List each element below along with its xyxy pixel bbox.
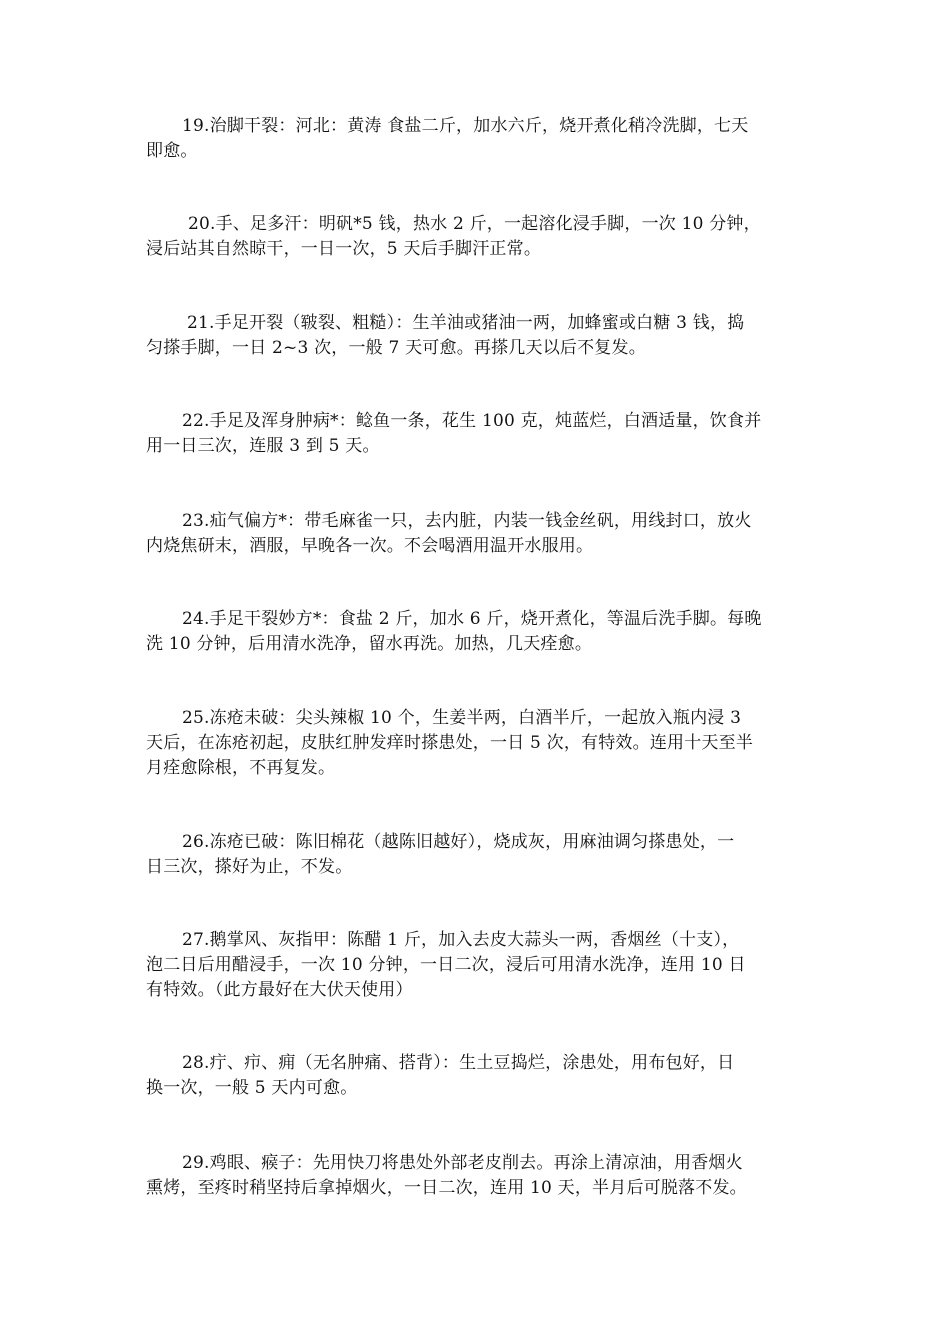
- remedy-28-line-2: 换一次，一般 5 天内可愈。: [146, 1078, 358, 1098]
- remedy-25-line-2: 天后，在冻疮初起，皮肤红肿发痒时搽患处，一日 5 次，有特效。连用十天至半: [146, 733, 754, 753]
- remedy-entry-23: [146, 509, 810, 559]
- remedy-26-line-2: 日三次，搽好为止，不发。: [146, 857, 353, 877]
- remedy-22-line-2: 用一日三次，连服 3 到 5 天。: [146, 436, 380, 456]
- remedy-23-line-2: 内烧焦研末，酒服，早晚各一次。不会喝酒用温开水服用。: [146, 536, 594, 556]
- remedy-entry-27: [146, 928, 810, 1003]
- remedy-25-line-1: 25.冻疮未破：尖头辣椒 10 个，生姜半两，白酒半斤，一起放入瓶内浸 3: [182, 708, 742, 728]
- remedy-19-line-2: 即愈。: [146, 141, 198, 161]
- remedy-entry-21: [146, 311, 810, 361]
- remedy-27-line-1: 27.鹅掌风、灰指甲：陈醋 1 斤，加入去皮大蒜头一两，香烟丝（十支），: [182, 930, 740, 950]
- remedy-21-line-1: 21.手足开裂（皲裂、粗糙）：生羊油或猪油一两，加蜂蜜或白糖 3 钱，捣: [187, 313, 745, 333]
- remedy-26-line-1: 26.冻疮已破：陈旧棉花（越陈旧越好），烧成灰，用麻油调匀搽患处，一: [182, 832, 735, 852]
- remedy-22-line-1: 22.手足及浑身肿病*：鲶鱼一条，花生 100 克，炖蓝烂，白酒适量，饮食并: [182, 411, 762, 431]
- remedy-27-line-2: 泡二日后用醋浸手，一次 10 分钟，一日二次，浸后可用清水洗净，连用 10 日: [146, 955, 746, 975]
- remedy-entry-20: [146, 212, 810, 262]
- remedy-entry-25: [146, 706, 810, 781]
- remedy-entry-24: [146, 607, 810, 657]
- remedy-20-line-2: 浸后站其自然晾干，一日一次，5 天后手脚汗正常。: [146, 239, 542, 259]
- remedy-19-line-1: 19.治脚干裂：河北：黄涛 食盐二斤，加水六斤，烧开煮化稍冷洗脚，七天: [182, 116, 749, 136]
- remedy-entry-26: [146, 830, 810, 880]
- remedy-entry-19: [146, 114, 810, 164]
- remedy-28-line-1: 28.疔、疖、痈（无名肿痛、搭背）：生土豆捣烂，涂患处，用布包好，日: [182, 1053, 735, 1073]
- remedy-24-line-2: 洗 10 分钟，后用清水洗净，留水再洗。加热，几天痊愈。: [146, 634, 593, 654]
- remedy-27-line-3: 有特效。（此方最好在大伏天使用）: [146, 980, 413, 1000]
- remedy-entry-29: [146, 1151, 810, 1201]
- remedy-20-line-1: 20.手、足多汗：明矾*5 钱，热水 2 斤，一起溶化浸手脚，一次 10 分钟，: [188, 214, 761, 234]
- remedy-entry-28: [146, 1051, 810, 1101]
- remedy-24-line-1: 24.手足干裂妙方*：食盐 2 斤，加水 6 斤，烧开煮化，等温后洗手脚。每晚: [182, 609, 762, 629]
- remedy-entry-22: [146, 409, 810, 459]
- remedy-21-line-2: 匀搽手脚，一日 2~3 次，一般 7 天可愈。再搽几天以后不复发。: [146, 338, 646, 358]
- remedy-23-line-1: 23.疝气偏方*：带毛麻雀一只，去内脏，内装一钱金丝矾，用线封口，放火: [182, 511, 752, 531]
- remedy-29-line-1: 29.鸡眼、瘊子：先用快刀将患处外部老皮削去。再涂上清凉油，用香烟火: [182, 1153, 743, 1173]
- remedy-25-line-3: 月痊愈除根，不再复发。: [146, 758, 336, 778]
- remedy-29-line-2: 熏烤，至疼时稍坚持后拿掉烟火，一日二次，连用 10 天，半月后可脱落不发。: [146, 1178, 747, 1198]
